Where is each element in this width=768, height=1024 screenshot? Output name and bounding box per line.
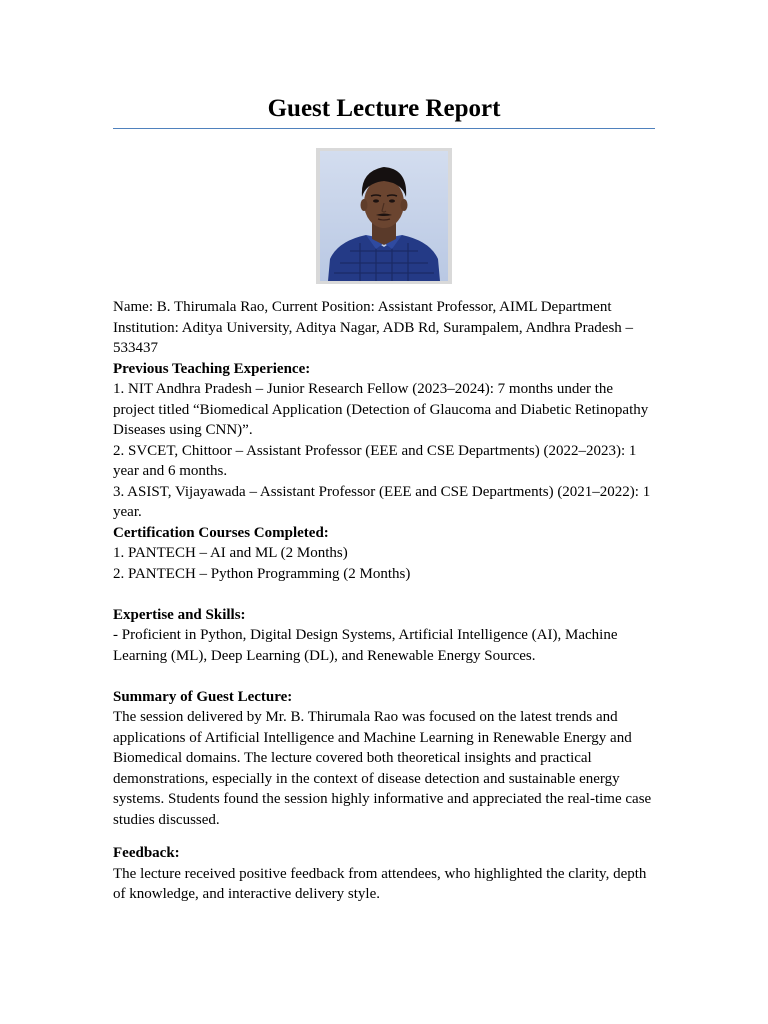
spacer bbox=[113, 830, 655, 843]
spacer bbox=[113, 584, 655, 605]
expertise-heading: Expertise and Skills: bbox=[113, 606, 246, 623]
report-body bbox=[113, 297, 655, 905]
certification-item: 2. PANTECH – Python Programming (2 Months) bbox=[113, 565, 411, 582]
teaching-item: 3. ASIST, Vijayawada – Assistant Professor (EEE and CSE Departments) (2021–2022): 1 year. bbox=[113, 483, 651, 520]
expertise-text: - Proficient in Python, Digital Design Systems, Artificial Intelligence (AI), Machine Learning (ML), Deep Learning (DL), and Renewable Energy Sources. bbox=[113, 627, 618, 664]
teaching-item: 2. SVCET, Chittoor – Assistant Professor (EEE and CSE Departments) (2022–2023): 1 year and 6 months. bbox=[113, 442, 637, 479]
profile-institution-line: Institution: Aditya University, Aditya Nagar, ADB Rd, Surampalem, Andhra Pradesh – 533437 bbox=[113, 319, 634, 356]
summary-heading: Summary of Guest Lecture: bbox=[113, 688, 293, 705]
teaching-heading: Previous Teaching Experience: bbox=[113, 360, 311, 377]
feedback-heading: Feedback: bbox=[113, 845, 180, 861]
teaching-item: 1. NIT Andhra Pradesh – Junior Research Fellow (2023–2024): 7 months under the project titled “Biomedical Application (Detection of Glaucoma and Diabetic Retinopathy Diseases using CNN)”. bbox=[113, 381, 649, 438]
profile-name-line: Name: B. Thirumala Rao, Current Position: Assistant Professor, AIML Department bbox=[113, 299, 612, 315]
page-title: Guest Lecture Report bbox=[267, 95, 501, 122]
speaker-portrait-image bbox=[320, 151, 448, 281]
feedback-text: The lecture received positive feedback from attendees, who highlighted the clarity, depth of knowledge, and interactive delivery style. bbox=[113, 865, 647, 902]
spacer bbox=[113, 666, 655, 687]
certifications-heading: Certification Courses Completed: bbox=[113, 524, 329, 541]
title-underline bbox=[113, 128, 655, 129]
certification-item: 1. PANTECH – AI and ML (2 Months) bbox=[113, 545, 348, 561]
summary-text: The session delivered by Mr. B. Thirumala Rao was focused on the latest trends and applications of Artificial Intelligence and Machine Learning in Renewable Energy and Biomedical domains. The lecture covered both theoretical insights and practical demonstrations, especially in the context of disease detection and sustainable energy systems. Students found the session highly informative and appreciated the real-time case studies discussed. bbox=[113, 709, 652, 828]
speaker-photo bbox=[316, 148, 452, 284]
